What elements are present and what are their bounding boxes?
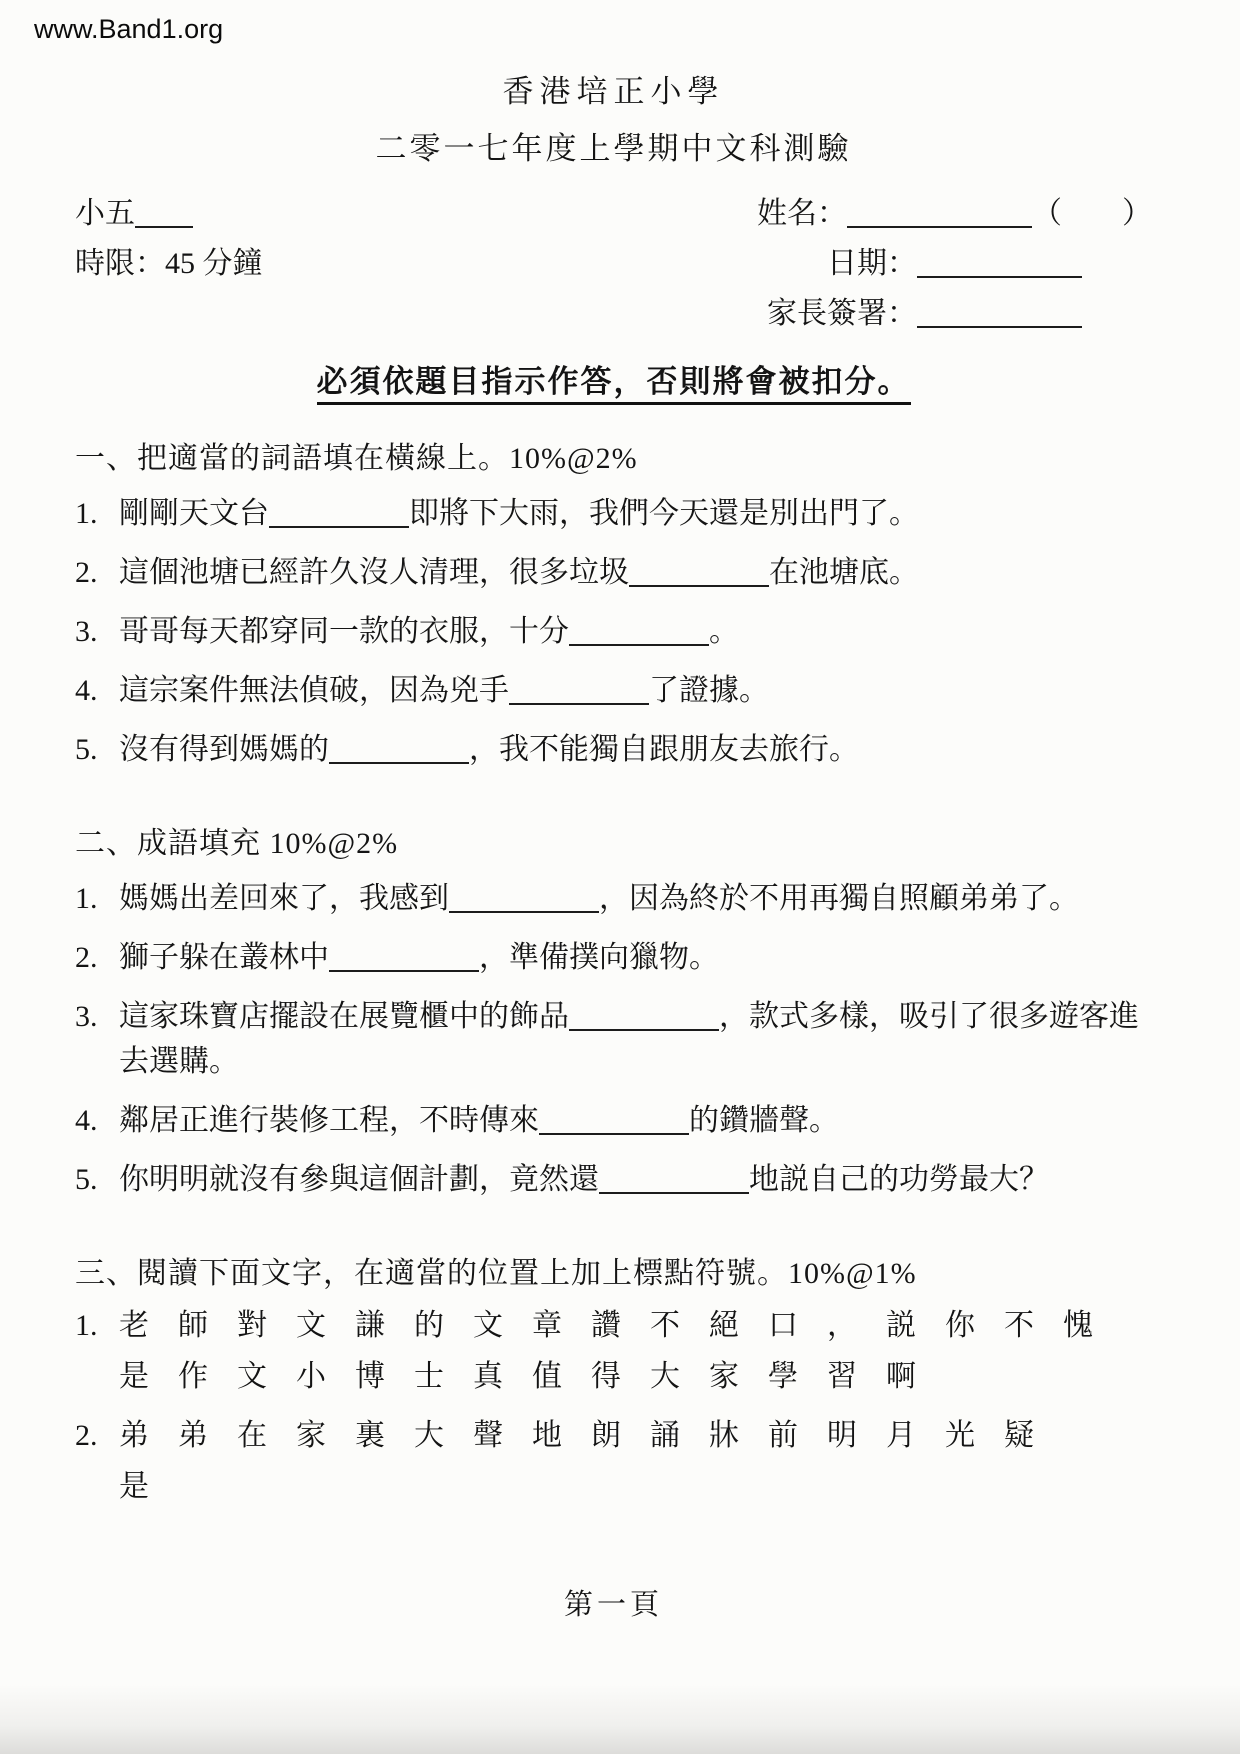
instruction-text: 必須依題目指示作答，否則將會被扣分。 [317,364,911,405]
date-blank [917,248,1082,278]
question-number: 2. [75,1419,98,1452]
class-line [75,188,263,232]
question-text [119,1157,1152,1202]
punctuation-text [119,1300,1152,1402]
sign-line [757,288,1152,332]
s2-item-5 [75,1157,1152,1202]
question-text [119,491,1152,536]
question-text [119,935,1152,980]
s2-item-2 [75,935,1152,980]
text-before: 剛剛天文台 [119,497,269,530]
name-label: 姓名： [757,197,847,230]
text-before: 你明明就沒有參與這個計劃，竟然還 [119,1163,599,1196]
scan-shadow [0,1684,1240,1754]
question-number: 3. [75,1000,98,1033]
answer-blank [569,616,709,646]
spread-line: 弟弟在家裏大聲地朗誦牀前明月光疑 [119,1419,1063,1452]
sign-blank [917,298,1082,328]
question-text [119,550,1152,595]
answer-blank [269,498,409,528]
instruction-line [75,356,1152,401]
sign-label: 家長簽署： [767,297,917,330]
spread-line: 老師對文謙的文章讚不絕口，説你不愧 [119,1309,1122,1342]
text-before: 哥哥每天都穿同一款的衣服，十分 [119,615,569,648]
answer-blank [329,942,479,972]
question-number: 1. [75,882,98,915]
text-after: ，因為終於不用再獨自照顧弟弟了。 [599,882,1079,915]
exam-header [75,182,1152,332]
answer-blank [599,1164,749,1194]
s1-item-5 [75,727,1152,772]
question-text [119,609,1152,654]
s3-item-1 [75,1300,1152,1402]
question-text [119,727,1152,772]
answer-blank [509,675,649,705]
punctuation-text [119,1410,1152,1512]
s1-item-1 [75,491,1152,536]
text-after: 。 [709,615,739,648]
text-after: 地説自己的功勞最大？ [749,1163,1049,1196]
question-number: 4. [75,674,98,707]
text-before: 這宗案件無法偵破，因為兇手 [119,674,509,707]
text-after: ，款式多樣，吸引了很多遊客進去選購。 [119,1000,1139,1078]
text-before: 獅子躲在叢林中 [119,941,329,974]
header-right [757,182,1152,332]
answer-blank [629,557,769,587]
question-text [119,876,1152,921]
text-after: ，我不能獨自跟朋友去旅行。 [469,733,859,766]
name-blank [847,198,1032,228]
s2-item-3 [75,994,1152,1084]
question-number: 2. [75,556,98,589]
class-blank [135,198,193,228]
section2-title: 二、成語填充 10%@2% [75,827,399,860]
exam-title: 二零一七年度上學期中文科測驗 [375,131,852,166]
s2-item-1 [75,876,1152,921]
text-after: 即將下大雨，我們今天還是別出門了。 [409,497,919,530]
answer-blank [569,1001,719,1031]
answer-blank [449,883,599,913]
s2-item-4 [75,1098,1152,1143]
date-label: 日期： [827,247,917,280]
page-number: 第一頁 [563,1589,663,1621]
answer-blank [539,1105,689,1135]
spread-line: 是 [119,1470,178,1503]
section1-title: 一、把適當的詞語填在橫線上。10%@2% [75,442,638,475]
header-left [75,182,263,332]
date-line [757,238,1152,282]
s1-item-4 [75,668,1152,713]
text-after: 在池塘底。 [769,556,919,589]
question-number: 2. [75,941,98,974]
text-after: ，準備撲向獵物。 [479,941,719,974]
text-before: 這個池塘已經許久沒人清理，很多垃圾 [119,556,629,589]
question-number: 5. [75,733,98,766]
answer-blank [329,734,469,764]
question-text [119,994,1152,1084]
name-line [757,188,1152,232]
s1-item-3 [75,609,1152,654]
question-number: 4. [75,1104,98,1137]
question-number: 5. [75,1163,98,1196]
text-before: 這家珠寶店擺設在展覽櫃中的飾品 [119,1000,569,1033]
text-before: 媽媽出差回來了，我感到 [119,882,449,915]
school-name: 香港培正小學 [502,74,725,109]
spread-line: 是作文小博士真值得大家學習啊 [119,1360,945,1393]
section3-title: 三、閱讀下面文字，在適當的位置上加上標點符號。10%@1% [75,1257,917,1290]
class-label: 小五 [75,197,135,230]
text-before: 鄰居正進行裝修工程，不時傳來 [119,1104,539,1137]
text-after: 的鑽牆聲。 [689,1104,839,1137]
text-after: 了證據。 [649,674,769,707]
name-paren: （ ） [1032,197,1152,230]
question-number: 1. [75,1309,98,1342]
question-number: 1. [75,497,98,530]
text-before: 沒有得到媽媽的 [119,733,329,766]
question-text [119,1098,1152,1143]
time-limit: 時限：45 分鐘 [75,247,263,280]
watermark: www.Band1.org [34,14,224,44]
question-text [119,668,1152,713]
s1-item-2 [75,550,1152,595]
s3-item-2 [75,1410,1152,1512]
question-number: 3. [75,615,98,648]
